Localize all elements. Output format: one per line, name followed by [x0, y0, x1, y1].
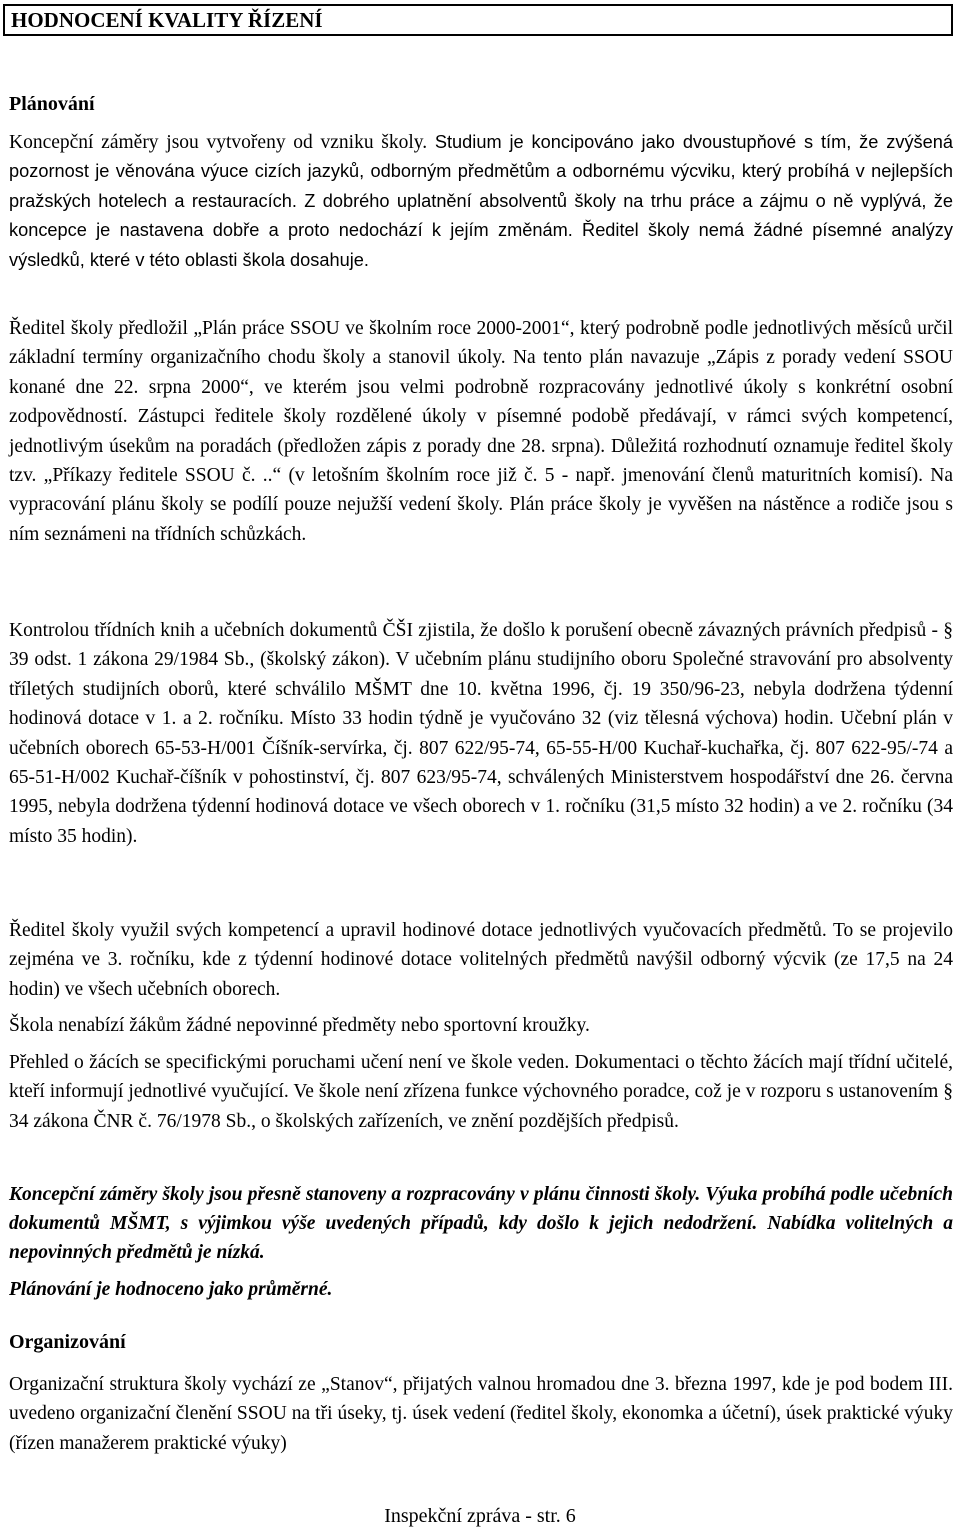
paragraph-koncepce-body: Studium je koncipováno jako dvoustupňové s tím, že zvýšená pozornost je věnována výuce cizích jazyků, odborným předmětům a odbornému výcviku, který probíhá v nejlepších pražských hotelech a restauracích. Z dobrého uplatnění absolventů školy na trhu práce a zájmu o ně vyplývá, že koncepce je nastavena dobře a proto nedochází k jejím změnám. Ředitel školy nemá žádné písemné analýzy výsledků, které v této oblasti škola dosahuje.	[9, 132, 953, 270]
paragraph-kontrola: Kontrolou třídních knih a učebních dokumentů ČŠI zjistila, že došlo k porušení obecně závazných právních předpisů - § 39 odst. 1 zákona 29/1984 Sb., (školský zákon). V učebním plánu studijního oboru Společné stravování pro absolventy tříletých studijních oborů, které schválilo MŠMT dne 10. května 1996, čj. 19 350/96-23, nebyla dodržena týdenní hodinová dotace v 1. a 2. ročníku. Místo 33 hodin týdně je vyučováno 32 (viz tělesná výchova) hodin. Učební plán v učebních oborech 65-53-H/001 Číšník-servírka, čj. 807 622/95-74, 65-55-H/00 Kuchař-kuchařka, čj. 807 622-95/-74 a 65-51-H/002 Kuchař-číšník v pohostinství, čj. 807 623/95-74, schválených Ministerstvem hospodářství dne 26. června 1995, nebyla dodržena týdenní hodinová dotace ve všech oborech v 1. ročníku (31,5 místo 32 hodin) a ve 2. ročníku (34 místo 35 hodin).	[9, 620, 953, 847]
paragraph-nepovinne: Škola nenabízí žákům žádné nepovinné předměty nebo sportovní kroužky.	[9, 1015, 590, 1036]
rating-planovani: Plánování je hodnoceno jako průměrné.	[9, 1279, 333, 1300]
summary-planovani: Koncepční záměry školy jsou přesně stanoveny a rozpracovány v plánu činnosti školy. Výuka probíhá podle učebních dokumentů MŠMT, s výjimkou výše uvedených případů, kdy došlo k jejich nedodržení. Nabídka volitelných a nepovinných předmětů je nízká.	[9, 1184, 953, 1264]
page-footer: Inspekční zpráva - str. 6	[384, 1505, 576, 1527]
paragraph-kompetence: Ředitel školy využil svých kompetencí a upravil hodinové dotace jednotlivých vyučovacích předmětů. To se projevilo zejména ve 3. ročníku, kde z týdenní hodinové dotace volitelných předmětů navýšil odborný výcvik (ze 17,5 na 24 hodin) ve všech učebních oborech.	[9, 920, 953, 1000]
paragraph-koncepce	[9, 128, 953, 275]
section-title: HODNOCENÍ KVALITY ŘÍZENÍ	[3, 4, 953, 36]
paragraph-plan-prace: Ředitel školy předložil „Plán práce SSOU ve školním roce 2000-2001“, který podrobně podle jednotlivých měsíců určil základní termíny organizačního chodu školy a stanovil úkoly. Na tento plán navazuje „Zápis z porady vedení SSOU konané dne 22. srpna 2000“, ve kterém jsou velmi podrobně rozpracovány jednotlivé úkoly s konkrétní osobní zodpovědností. Zástupci ředitele školy rozdělené úkoly v písemné podobě předávají, v rámci svých kompetencí, jednotlivým úsekům na poradách (předložen zápis z porady dne 28. srpna). Důležitá rozhodnutí oznamuje ředitel školy tzv. „Příkazy ředitele SSOU č. ..“ (v letošním školním roce již č. 5 - např. jmenování členů maturitních komisí). Na vypracování plánu školy se podílí pouze nejužší vedení školy. Plán práce školy je vyvěšen na nástěnce a rodiče jsou s ním seznámeni na třídních schůzkách.	[9, 318, 953, 545]
heading-planovani: Plánování	[9, 93, 95, 115]
heading-organizovani: Organizování	[9, 1331, 126, 1353]
paragraph-struktura: Organizační struktura školy vychází ze „Stanov“, přijatých valnou hromadou dne 3. března 1997, kde je pod bodem III. uvedeno organizační členění SSOU na tři úseky, tj. úsek vedení (ředitel školy, ekonomka a účetní), úsek praktické výuky (řízen manažerem praktické výuky)	[9, 1374, 953, 1454]
paragraph-koncepce-intro: Koncepční záměry jsou vytvořeny od vzniku školy.	[9, 132, 435, 153]
paragraph-poruchy-uceni: Přehled o žácích se specifickými poruchami učení není ve škole veden. Dokumentaci o těchto žácích mají třídní učitelé, kteří informují jednotlivé vyučující. Ve škole není zřízena funkce výchovného poradce, což je v rozporu s ustanovením § 34 zákona ČNR č. 76/1978 Sb., o školských zařízeních, ve znění pozdějších předpisů.	[9, 1052, 953, 1132]
